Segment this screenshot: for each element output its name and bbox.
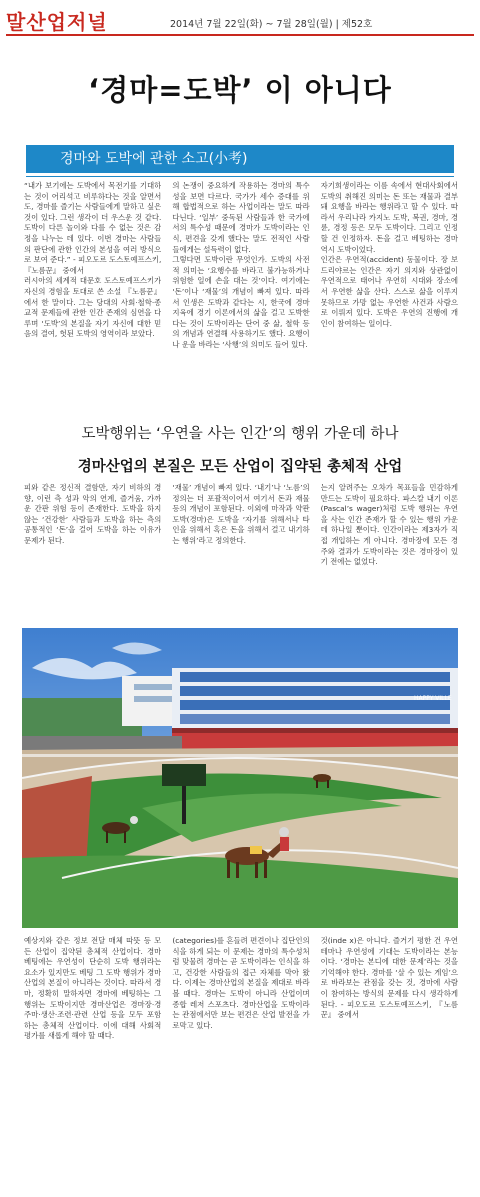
issue-date-line: 2014년 7월 22일(화) ~ 7월 28일(월) | 제52호: [170, 19, 373, 30]
article-paragraph: “내가 보기에는 도박에서 목전기를 기대하는 것이 어리석고 비루하다는 것을 알면서도, 경마를 즐기는 사람들에게 말하고 싶은 것이 있다. 그런 생각이 더 우스운 것 같다. 도박이 다른 놀이와 다를 수 없는 것은 감정을 나누는 데 있다. 이번 경마는 사람들의 판단에 관한 인간의 본성을 여러 방식으로 보여 준다.” - 피오도르 도스토예프스키, 『노름꾼』 중에서: [24, 181, 162, 275]
article-column: [172, 483, 309, 623]
article-column: [24, 181, 161, 407]
article-column: [172, 181, 309, 407]
article-column: [24, 936, 161, 1188]
article-section-3: [24, 936, 458, 1188]
headline: ‘경마=도박’ 이 아니다: [88, 73, 392, 107]
article-paragraph: 것(inde x)은 아니다. 즐거기 평한 건 우연 테마나 우연성에 기대는 도박이라는 본능이다. ‘경마는 본디에 대한 문제’라는 것을 기억해야 한다. 경마를 ‘살 수 있는 게임’으로 바라보는 관점을 갖는 것, 경마에 사람이 참여하는 방식의 문제를 다시 생각하게 된다. - 피오도르 도스토예프스키, 『노름꾼』 중에서: [320, 936, 458, 1020]
article-column: [321, 181, 458, 407]
masthead-rule: [6, 34, 474, 36]
article-column: [321, 936, 458, 1188]
article-paragraph: 자기희생이라는 이름 속에서 현대사회에서 도박의 취해진 의미는 돈 또는 재물과 결부돼 요행을 바라는 행위라고 할 수 있다. 따라서 우리나라 카지노 도박, 복권, 경마, 경륜, 경정 등은 모두 도박이다. 그리고 인정할 건 인정하자. 돈을 걸고 베팅하는 경마 역시 도박이었다.: [320, 181, 458, 254]
article-section-1: [24, 181, 458, 407]
band-rule: [26, 176, 454, 177]
masthead: [0, 0, 480, 38]
article-paragraph: 그렇다면 도박이란 무엇인가. 도박의 사전적 의미는 ‘요행수를 바라고 불가능하거나 위험한 일에 손을 대는 것’이다. 여기에는 ‘돈’이나 ‘재물’의 개념이 빠져 있다. 따라서 인생은 도박과 같다는 시, 한국에 경마 지육에 경기 이론에서의 삶을 걸고 도박한다는 것이 도박이라는 단어 중 삶, 철학 등의 개념과 연결해 사용하기도 했다. 요행이나 운을 바라는 ‘사행’의 의미도 들어 있다.: [172, 255, 310, 349]
article-paragraph: 는지 알려주는 오차가 목표들을 민감하게 만드는 도박이 필요하다. 파스칼 내기 이론(Pascal’s wager)처럼 도박 행위는 우연을 사는 인간 존재가 할 수 있는 행위 가운데 하나일 뿐이다. 인간이라는 제3자가 직접 개입하는 게 아니다. 경마장에 모든 경주와 결과가 도박이라는 것은 경마장이 있기 전에는 없었다.: [320, 483, 458, 567]
subheadline-band: 경마와 도박에 관한 소고(小考): [26, 145, 454, 173]
grandstand-sign: HAPPY VILLE: [414, 695, 452, 702]
article-column: [24, 483, 161, 623]
article-paragraph: 러시아의 세계적 대문호 도스토예프스키가 자신의 경험을 토대로 쓴 소설 『노름꾼』에서 한 말이다. 그는 당대의 사회·철학·종교적 문제들에 관한 인간 존재의 심연을 다루며 ‘도박’의 본질을 자기 자신에 대한 믿음의 결여, 헛된 도박의 영역이라 보았다.: [24, 276, 162, 339]
article-paragraph: 인간은 우연적(accident) 동물이다. 장 보드리야르는 인간은 자기 의지와 상관없이 우연적으로 태어나 우연히 시대와 장소에서 우연한 삶을 산다. 스스로 삶을 이루지 못하므로 가망 없는 우연한 사건과 사람으로 이뤄져 있다. 도박은 우연의 진행에 개인이 참여하는 일이다.: [320, 255, 458, 328]
masthead-logo: 말산업저널: [6, 10, 108, 34]
pull-quote-line-2: 경마산업의 본질은 모든 산업이 집약된 총체적 산업: [77, 459, 403, 475]
article-column: [321, 483, 458, 623]
article-paragraph: 피와 같은 정신적 결함만, 자기 비하의 경향, 이런 측 성과 악의 연계, 즐거움, 가까운 간판 위험 등이 존재한다. 도박을 하지 않는 ‘건강한’ 사람들과 도박을 하는 측의 공통적인 ‘돈’을 걸어 도박을 하는 이유가 문제가 된다.: [24, 483, 162, 545]
racecourse-photo: [22, 628, 458, 928]
article-paragraph: 예상지와 같은 정보 전달 매체 따뜻 등 모든 산업이 집약된 총체적 산업이다. 경마 베팅에는 우연성이 단순히 도박 행위라는 요소가 있지만도 베팅 그 도박 행위가 경마산업의 본질이 아니라는 것이다. 따라서 경마, 정확히 말하자면 경마에 베팅하는 그 행위는 도박이지만 경마산업은 경마장·경주마·생산·조련·관련 산업 등을 모두 포함하는 총체적 산업이다. 이에 대해 사회적 평가를 새롭게 해야 할 때다.: [24, 936, 162, 1041]
article-paragraph: (categories)를 흔들려 편견이나 집단인의 식을 하게 되는 이 문제는 경마의 특수성처럼 맞물려 경마는 곧 도박이라는 인식을 하고, 건강한 사람들의 접근 자체를 막아 왔다. 이제는 경마산업의 본질을 제대로 바라볼 때다. 경마는 도박이 아니라 산업이며 종합 레저 스포츠다. 경마산업을 도박이라는 관점에서만 보는 편견은 산업 발전을 가로막고 있다.: [172, 936, 310, 1030]
article-section-2: [24, 483, 458, 623]
article-paragraph: ‘재물’ 개념이 빠져 있다. ‘내기’나 ‘노름’의 정의는 더 포괄적이어서 여기서 돈과 재물 등의 개념이 포함된다. 이외에 마작과 약판 도박(경마)은 도박을 ‘자기를 위해서나 타인을 위해서 혹은 돈을 위해서 걸고 내기하는 행위’라고 정의한다.: [172, 483, 310, 545]
pull-quote-line-1: 도박행위는 ‘우연을 사는 인간’의 행위 가운데 하나: [81, 426, 399, 442]
article-column: [172, 936, 309, 1188]
article-paragraph: 의 논쟁이 중요하게 작용하는 경마의 특수성을 보면 다르다. 국가가 세수 증대를 위해 합법적으로 하는 사업이라는 말도 따라다닌다. ‘일부’ 중독된 사람들과 한 국가에서의 특수성 때문에 경마가 도박이라는 인식, 편견을 갖게 했다는 말도 전적인 사람들에게는 설득력이 없다.: [172, 181, 310, 254]
